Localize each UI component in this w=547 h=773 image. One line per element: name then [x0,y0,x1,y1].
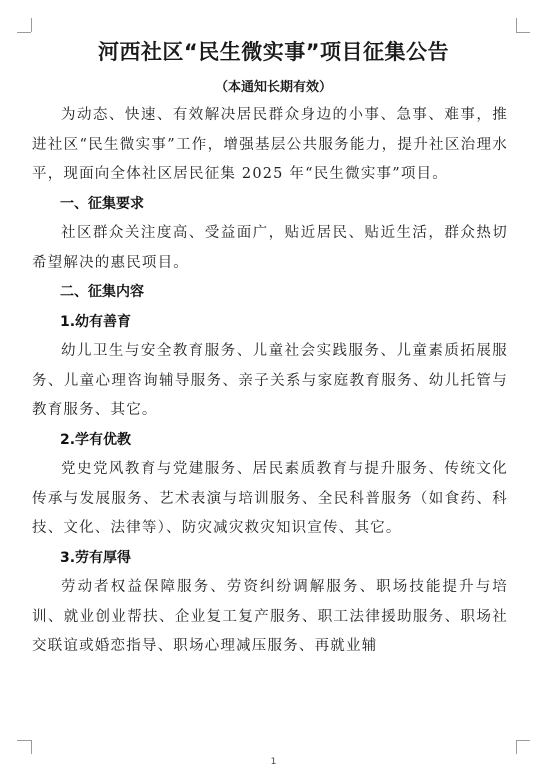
crop-mark-bottom-right-h [516,740,530,741]
crop-mark-top-right-v [516,18,517,32]
crop-mark-bottom-left-v [31,740,32,754]
section-heading-content: 二、征集内容 [60,284,144,300]
crop-mark-top-left-v [31,18,32,32]
crop-mark-top-right-h [516,32,530,33]
section-heading-requirements: 一、征集要求 [60,195,144,212]
subsection-heading-education: 2.学有优教 [60,431,132,448]
subsection-heading-labor: 3.劳有厚得 [60,549,132,566]
crop-mark-bottom-right-v [516,740,517,754]
requirements-paragraph: 社区群众关注度高、受益面广，贴近居民、贴近生活，群众热切希望解决的惠民项目。 [32,225,508,271]
labor-paragraph: 劳动者权益保障服务、劳资纠纷调解服务、职场技能提升与培训、就业创业帮扶、企业复工复产服务、职工法律援助服务、职场社交联谊或婚恋指导、职场心理减压服务、再就业辅 [32,579,508,654]
document-body [32,101,508,662]
document-title: 河西社区“民生微实事”项目征集公告 [97,40,450,64]
document-subtitle: （本通知长期有效） [214,80,332,95]
page-number: 1 [270,757,277,767]
education-paragraph: 党史党风教育与党建服务、居民素质教育与提升服务、传统文化传承与发展服务、艺术表演与培训服务、全民科普服务（如食药、科技、文化、法律等）、防灾减灾救灾知识宣传、其它。 [32,461,508,536]
crop-mark-top-left-h [17,32,31,33]
subsection-heading-childcare: 1.幼有善育 [60,313,132,330]
crop-mark-bottom-left-h [17,740,31,741]
childcare-paragraph: 幼儿卫生与安全教育服务、儿童社会实践服务、儿童素质拓展服务、儿童心理咨询辅导服务、亲子关系与家庭教育服务、幼儿托管与教育服务、其它。 [32,343,508,418]
intro-paragraph: 为动态、快速、有效解决居民群众身边的小事、急事、难事，推进社区“民生微实事”工作，增强基层公共服务能力，提升社区治理水平，现面向全体社区居民征集 2025 年“民生微实事”项目。 [32,107,508,182]
